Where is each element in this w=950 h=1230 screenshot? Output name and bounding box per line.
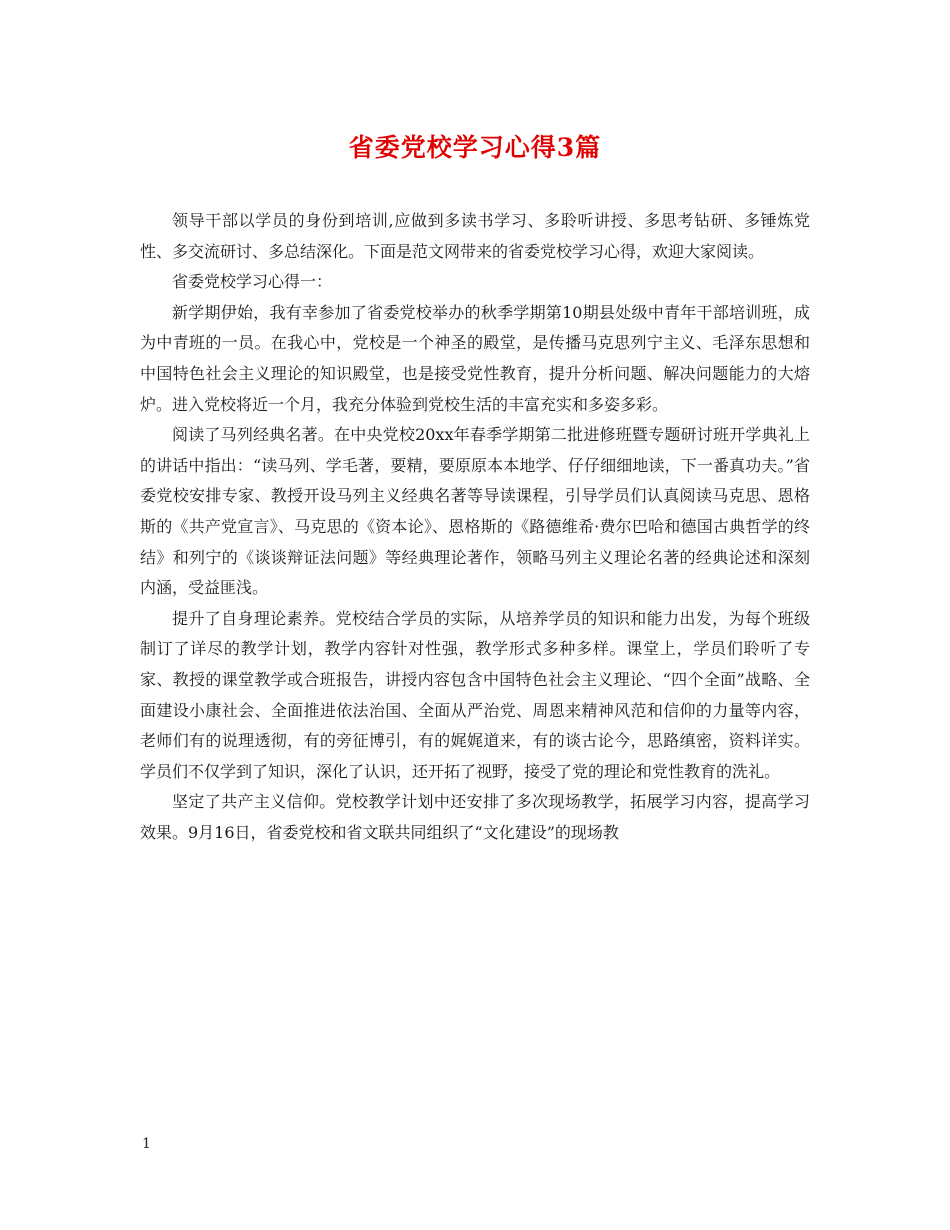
paragraph-intro: 领导干部以学员的身份到培训,应做到多读书学习、多聆听讲授、多思考钻研、多锤炼党性、多交流研讨、多总结深化。下面是范文网带来的省委党校学习心得，欢迎大家阅读。: [140, 211, 810, 261]
document-title: 省委党校学习心得3篇: [348, 133, 602, 162]
document-body: [140, 206, 810, 848]
paragraph: 提升了自身理论素养。党校结合学员的实际，从培养学员的知识和能力出发，为每个班级制订了详尽的教学计划，教学内容针对性强，教学形式多种多样。课堂上，学员们聆听了专家、教授的课堂教学或合班报告，讲授内容包含中国特色社会主义理论、“四个全面”战略、全面建设小康社会、全面推进依法治国、全面从严治党、周恩来精神风范和信仰的力量等内容，老师们有的说理透彻，有的旁征博引，有的娓娓道来，有的谈古论今，思路缜密，资料详实。学员们不仅学到了知识，深化了认识，还开拓了视野，接受了党的理论和党性教育的洗礼。: [140, 608, 810, 781]
paragraph: 新学期伊始，我有幸参加了省委党校举办的秋季学期第10期县处级中青年干部培训班，成为中青班的一员。在我心中，党校是一个神圣的殿堂，是传播马克思列宁主义、毛泽东思想和中国特色社会主义理论的知识殿堂，也是接受党性教育，提升分析问题、解决问题能力的大熔炉。进入党校将近一个月，我充分体验到党校生活的丰富充实和多姿多彩。: [140, 302, 810, 414]
paragraph-section-heading: 省委党校学习心得一：: [172, 272, 333, 292]
paragraph: 阅读了马列经典名著。在中央党校20xx年春季学期第二批进修班暨专题研讨班开学典礼上的讲话中指出：“读马列、学毛著，要精，要原原本本地学、仔仔细细地读，下一番真功夫。”省委党校安排专家、教授开设马列主义经典名著等导读课程，引导学员们认真阅读马克思、恩格斯的《共产党宣言》、马克思的《资本论》、恩格斯的《路德维希·费尔巴哈和德国古典哲学的终结》和列宁的《谈谈辩证法问题》等经典理论著作，领略马列主义理论名著的经典论述和深刻内涵，受益匪浅。: [140, 425, 810, 598]
paragraph: 坚定了共产主义信仰。党校教学计划中还安排了多次现场教学，拓展学习内容，提高学习效果。9月16日，省委党校和省文联共同组织了“文化建设”的现场教: [140, 792, 810, 842]
page-number: 1: [142, 1136, 151, 1152]
